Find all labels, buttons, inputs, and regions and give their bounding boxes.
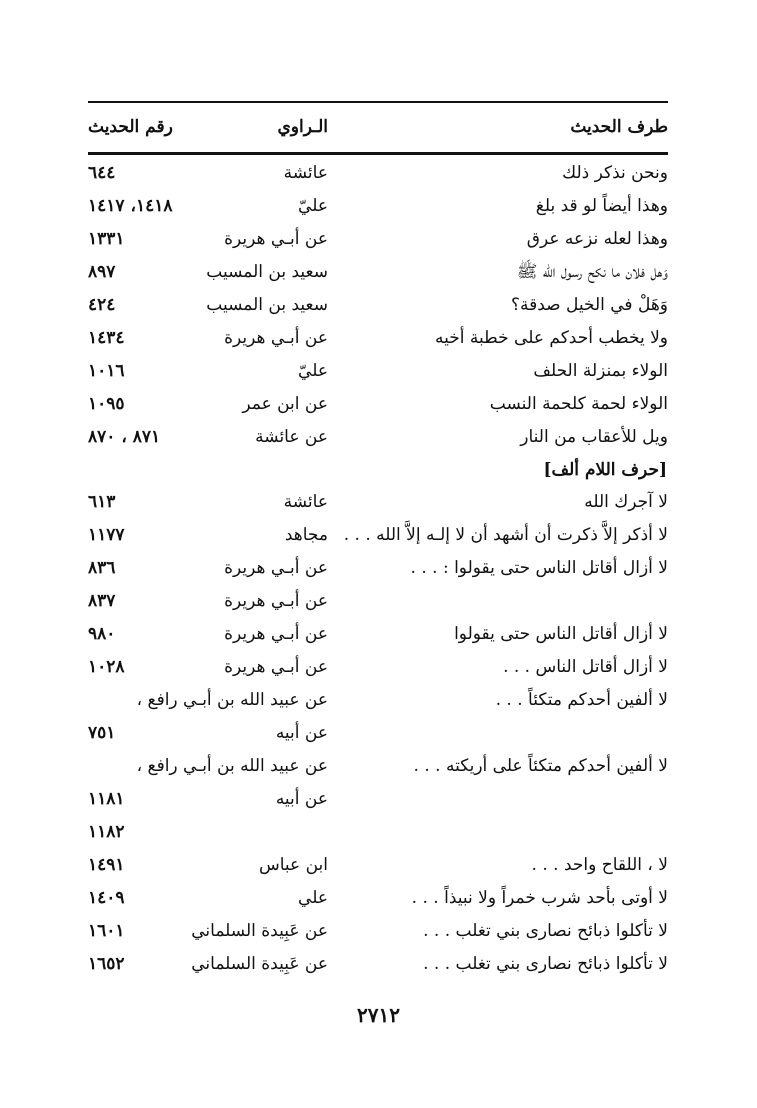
hadith-number <box>88 751 198 781</box>
hadith-text: لا أوتى بأحد شرب خمراً ولا نبيذاً . . . <box>411 888 668 908</box>
hadith-text: وهذا أيضاً لو قد بلغ <box>535 196 668 216</box>
table-row <box>88 224 668 254</box>
hadith-number: ١٠٩٥ <box>88 394 125 414</box>
hadith-number: ١٦٥٢ <box>88 954 125 974</box>
hadith-number: ٨٧١ ، ٨٧٠ <box>88 427 161 447</box>
table-row <box>88 751 668 781</box>
hadith-text: ويل للأعقاب من النار <box>520 427 668 447</box>
table-row <box>88 652 668 682</box>
hadith-number: ١١٧٧ <box>88 525 125 545</box>
hadith-text: لا تأكلوا ذبائح نصارى بني تغلب . . . <box>423 954 668 974</box>
table-row <box>88 191 668 221</box>
table-row <box>88 158 668 188</box>
narrator: عن عَبِيدة السلماني <box>191 954 328 974</box>
hadith-text: وَهل فلان ما نكح رسول الله ﷺ <box>516 262 668 282</box>
table-row <box>88 586 668 616</box>
table-row <box>88 817 668 847</box>
hadith-text: وهذا لعله نزعه عرق <box>526 229 668 249</box>
hadith-text: لا آجرك الله <box>584 492 668 512</box>
hadith-text: لا أزال أقاتل الناس حتى يقولوا <box>454 624 668 644</box>
narrator: مجاهد <box>284 525 328 545</box>
hadith-number: ١١٨٢ <box>88 822 125 842</box>
hadith-text: لا تأكلوا ذبائح نصارى بني تغلب . . . <box>423 921 668 941</box>
table-row <box>88 784 668 814</box>
narrator: عن أبـي هريرة <box>224 328 328 348</box>
table-row <box>88 356 668 386</box>
table-row <box>88 520 668 550</box>
table-row <box>88 850 668 880</box>
hadith-text: لا ألفين أحدكم متكئاً . . . <box>495 690 668 710</box>
hadith-text: ولا يخطب أحدكم على خطبة أخيه <box>435 328 668 348</box>
narrator: عن ابن عمر <box>242 394 328 414</box>
hadith-text: لا أذكر إلاَّ ذكرت أن أشهد أن لا إلـه إلاَّ الله . . . <box>343 525 668 545</box>
table-row <box>88 487 668 517</box>
table-row <box>88 422 668 452</box>
narrator: عن عبيد الله بن أبـي رافع ، <box>136 756 328 776</box>
narrator: عليّ <box>298 196 328 216</box>
narrator: عن أبـي هريرة <box>224 591 328 611</box>
table-row <box>88 685 668 715</box>
table-row <box>88 949 668 979</box>
table-row <box>88 718 668 748</box>
narrator: عن أبـي هريرة <box>224 558 328 578</box>
hadith-number: ١٦٠١ <box>88 921 125 941</box>
hadith-number: ٦١٣ <box>88 492 116 512</box>
table-header <box>88 112 668 142</box>
hadith-number: ١١٨١ <box>88 789 125 809</box>
hadith-number: ١٣٣١ <box>88 229 125 249</box>
narrator: سعيد بن المسيب <box>206 262 328 282</box>
hadith-number: ١٠١٦ <box>88 361 125 381</box>
hadith-text <box>338 784 668 814</box>
narrator: عن أبـي هريرة <box>224 624 328 644</box>
narrator: عن أبـي هريرة <box>224 229 328 249</box>
narrator: سعيد بن المسيب <box>206 295 328 315</box>
narrator: ابن عباس <box>258 855 328 875</box>
hadith-number <box>88 685 198 715</box>
header-rawi: الـراوي <box>277 117 328 137</box>
narrator: عائشة <box>283 163 328 183</box>
table-row <box>88 916 668 946</box>
hadith-text <box>338 718 668 748</box>
hadith-number: ٩٨٠ <box>88 624 116 644</box>
table-row <box>88 290 668 320</box>
hadith-number: ٤٢٤ <box>88 295 116 315</box>
hadith-text <box>338 817 668 847</box>
hadith-number: ١٤٣٤ <box>88 328 125 348</box>
narrator: عن عبيد الله بن أبـي رافع ، <box>136 690 328 710</box>
hadith-text: لا أزال أقاتل الناس حتى يقولوا : . . . <box>410 558 668 578</box>
header-rule <box>88 152 668 155</box>
hadith-number: ٨٩٧ <box>88 262 116 282</box>
hadith-number: ١٤١٨، ١٤١٧ <box>88 196 173 216</box>
hadith-text: الولاء لحمة كلحمة النسب <box>489 394 668 414</box>
hadith-number: ١٠٢٨ <box>88 657 125 677</box>
table-row <box>88 619 668 649</box>
narrator: عن عَبِيدة السلماني <box>191 921 328 941</box>
top-rule <box>88 101 668 103</box>
table-row <box>88 883 668 913</box>
hadith-text: وَهَلْ في الخيل صدقة؟ <box>510 295 668 315</box>
table-row <box>88 323 668 353</box>
hadith-text: لا ألفين أحدكم متكئاً على أريكته . . . <box>413 756 668 776</box>
narrator: عن أبيه <box>275 723 328 743</box>
hadith-text: لا أزال أقاتل الناس . . . <box>503 657 668 677</box>
narrator: عن أبيه <box>275 789 328 809</box>
hadith-text: ونحن نذكر ذلك <box>562 163 668 183</box>
section-title: [حرف اللام ألف] <box>543 460 667 480</box>
hadith-number: ٨٣٦ <box>88 558 116 578</box>
page-number: ٢٧١٢ <box>357 1003 400 1027</box>
hadith-number: ١٤٠٩ <box>88 888 125 908</box>
hadith-number: ١٤٩١ <box>88 855 125 875</box>
hadith-text: الولاء بمنزلة الحلف <box>533 361 668 381</box>
narrator: عائشة <box>283 492 328 512</box>
table-row <box>88 553 668 583</box>
narrator: عليّ <box>298 361 328 381</box>
table-row <box>88 257 668 287</box>
hadith-number: ٧٥١ <box>88 723 116 743</box>
hadith-text: لا ، اللقاح واحد . . . <box>531 855 668 875</box>
hadith-number: ٦٤٤ <box>88 163 116 183</box>
narrator: عن عائشة <box>255 427 328 447</box>
hadith-number: ٨٣٧ <box>88 591 116 611</box>
header-hadith: طرف الحديث <box>570 117 668 137</box>
narrator: علي <box>298 888 328 908</box>
narrator: عن أبـي هريرة <box>224 657 328 677</box>
hadith-text <box>338 586 668 616</box>
header-number: رقم الحديث <box>88 117 173 137</box>
table-row <box>88 389 668 419</box>
